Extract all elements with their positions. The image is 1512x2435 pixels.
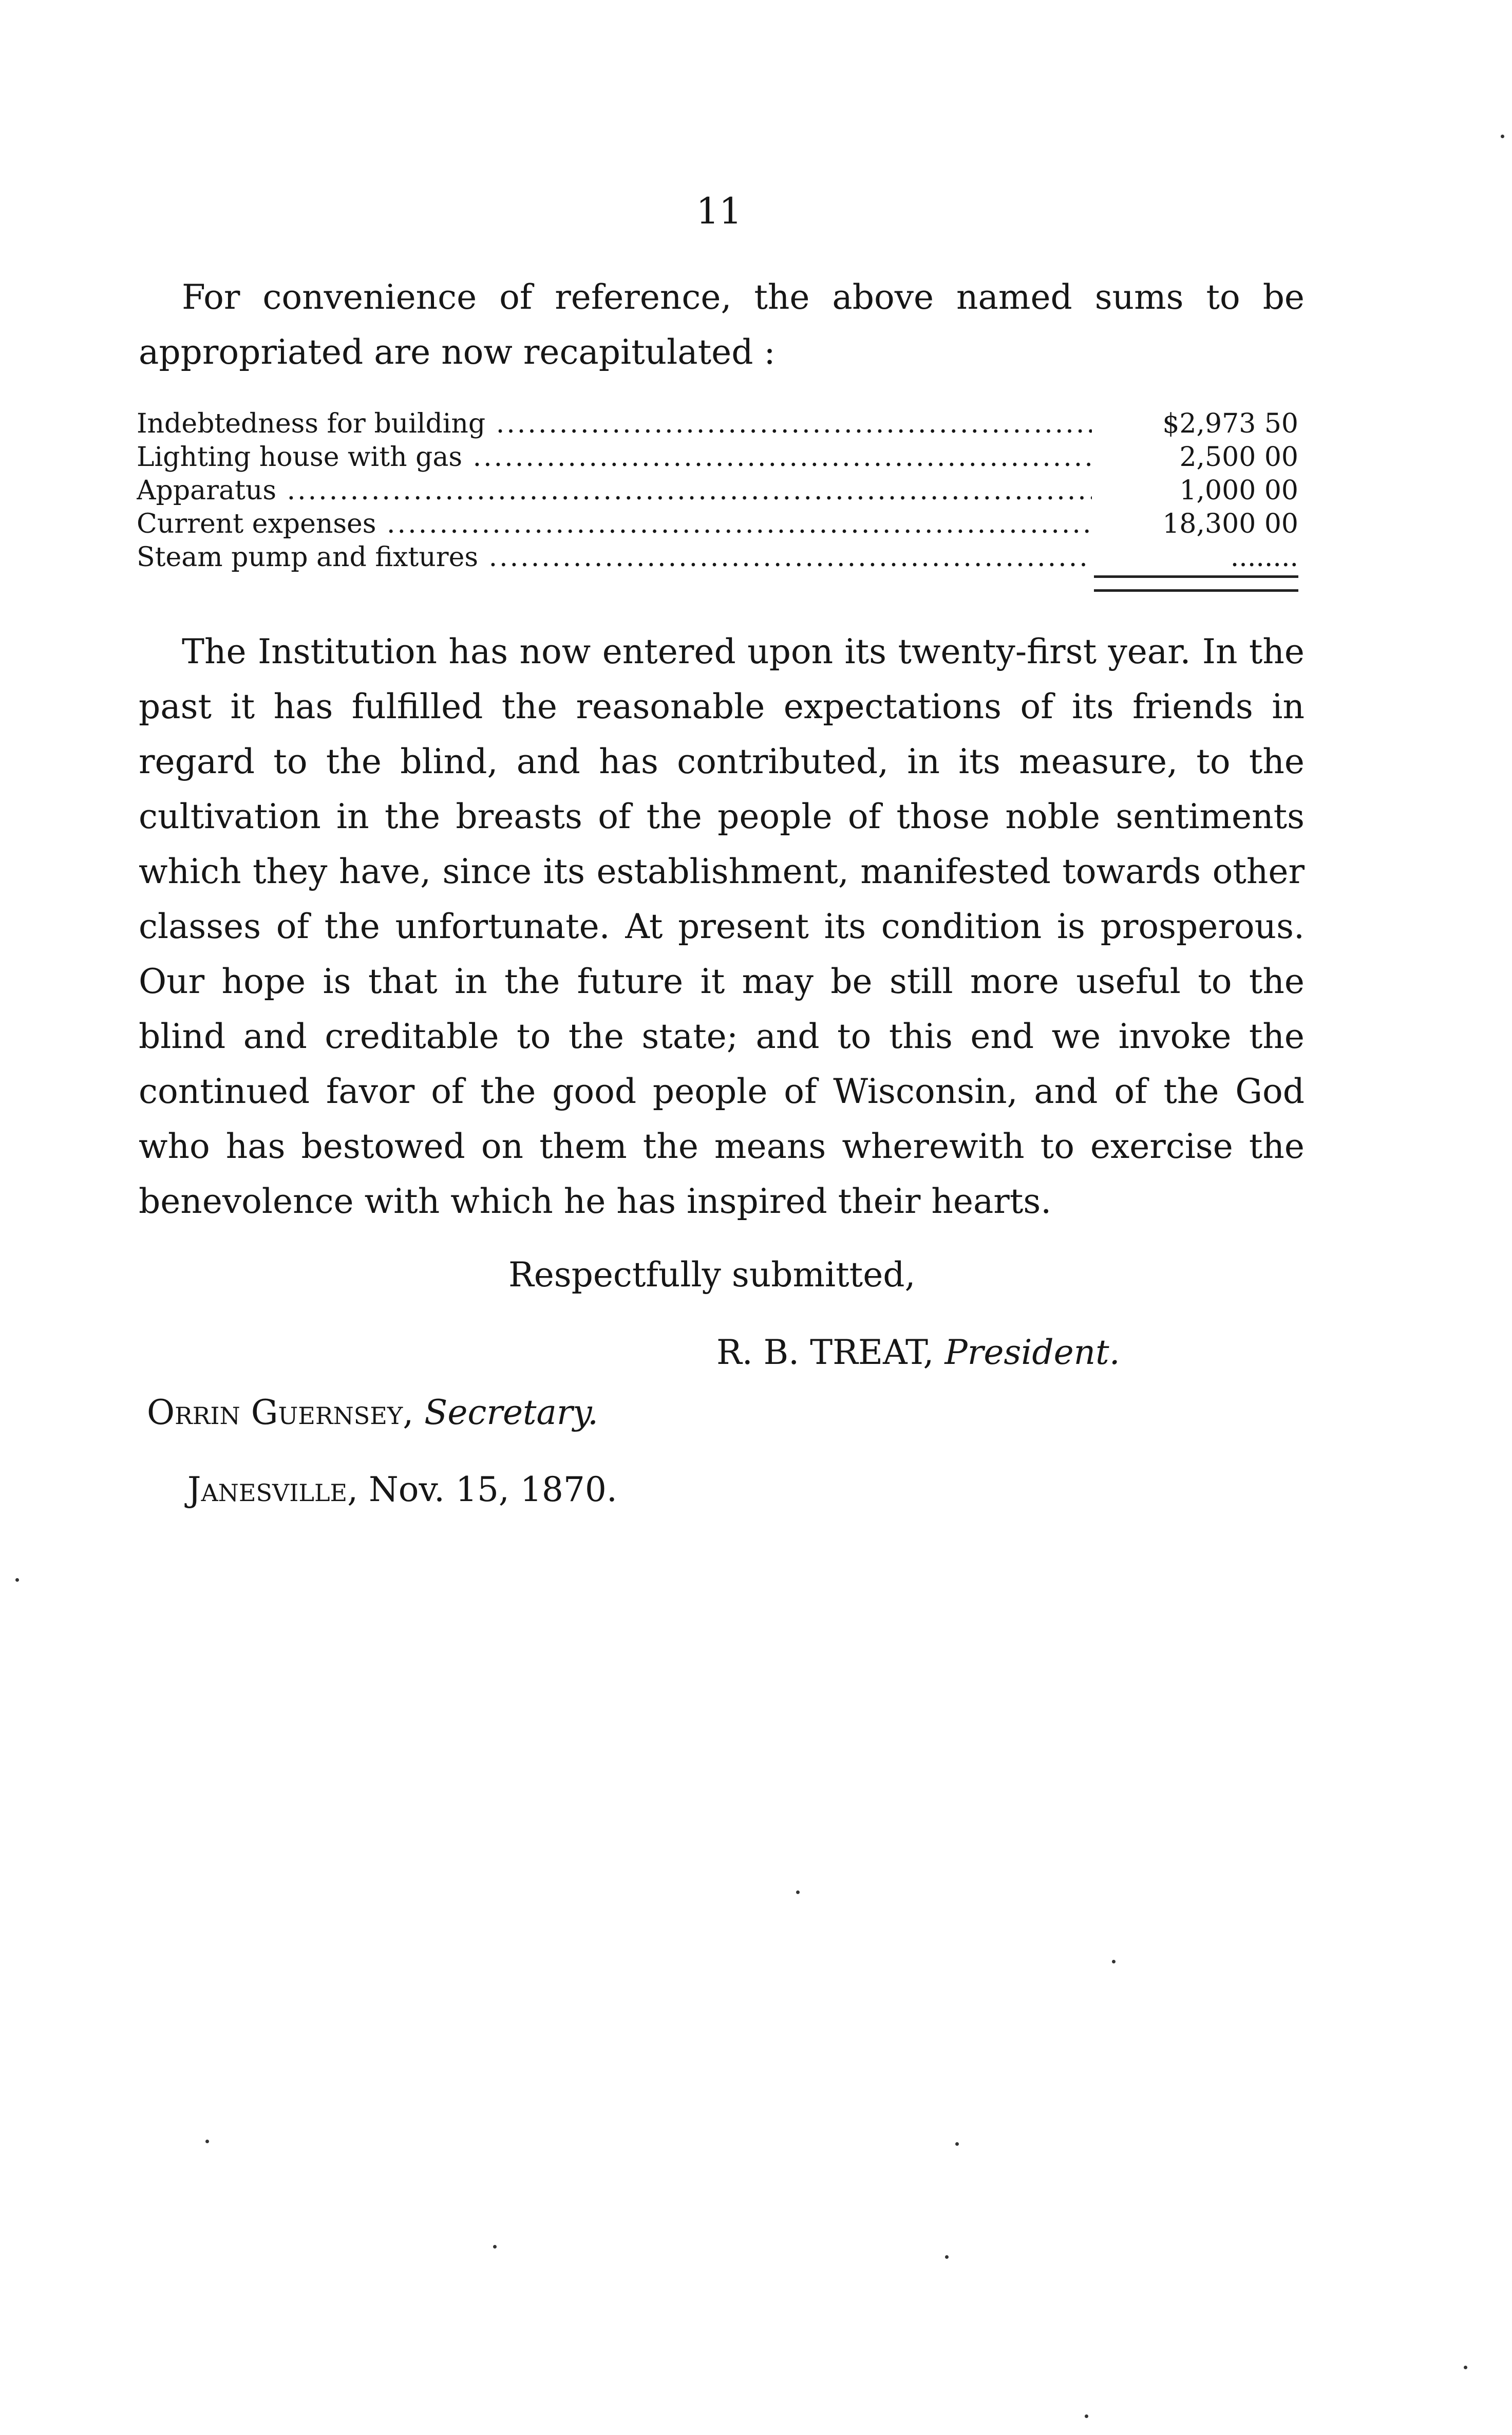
place-date <box>187 1464 617 1515</box>
date: Nov. 15, 1870. <box>369 1470 617 1509</box>
secretary-name: Orrin Guernsey, <box>147 1393 414 1432</box>
appropriations-ledger <box>137 407 1298 574</box>
scan-speck <box>1085 2414 1088 2418</box>
scan-speck <box>796 1890 800 1894</box>
signatory-title: President. <box>944 1333 1120 1372</box>
scan-speck <box>1112 1960 1116 1963</box>
scan-speck <box>1501 135 1504 138</box>
signatory-name: R. B. TREAT, <box>716 1333 934 1372</box>
ledger-amount: 1,000 00 <box>1179 475 1298 506</box>
secretary-signature <box>147 1387 598 1438</box>
ledger-amount: ........ <box>1230 542 1298 573</box>
president-signature <box>716 1327 1120 1378</box>
page-number: 11 <box>696 190 742 232</box>
scan-speck <box>493 2245 497 2249</box>
scan-speck <box>945 2255 949 2259</box>
secretary-title: Secretary. <box>424 1393 598 1432</box>
ledger-row <box>137 441 1298 474</box>
scan-speck <box>15 1578 19 1582</box>
ledger-label: Lighting house with gas ..... <box>137 441 1092 474</box>
ledger-total-rule <box>1094 575 1298 592</box>
ledger-amount: 2,500 00 <box>1179 442 1298 473</box>
ledger-row <box>137 407 1298 441</box>
ledger-label: Current expenses ..... <box>137 508 1092 541</box>
ledger-label: Indebtedness for building ..... <box>137 407 1092 441</box>
ledger-row <box>137 508 1298 541</box>
intro-text: For convenience of reference, the above named sums to be appropriated are now recapitulated : <box>139 277 1305 372</box>
scan-speck <box>955 2142 959 2146</box>
ledger-label: Apparatus ..... <box>137 474 1092 508</box>
place: Janesville, <box>187 1470 358 1509</box>
closing-line: Respectfully submitted, <box>508 1255 916 1295</box>
ledger-label: Steam pump and fixtures ..... <box>137 541 1092 574</box>
scan-speck <box>205 2140 209 2143</box>
ledger-row <box>137 541 1298 574</box>
ledger-row <box>137 474 1298 508</box>
ledger-amount: 18,300 00 <box>1162 509 1298 539</box>
body-paragraph <box>139 624 1305 1229</box>
intro-paragraph <box>139 270 1305 380</box>
scan-speck <box>1464 2366 1467 2369</box>
body-text: The Institution has now entered upon its twenty-first year. In the past it has fulfilled the reasonable expectations of its friends in regard to the blind, and has contributed, in its measure, to the cultivation in the breasts of the people of those noble sentiments which they have, since its establishment, manifested towards other classes of the unfortunate. At present its condition is prosperous. Our hope is that in the future it may be still more useful to the blind and creditable to the state; and to this end we invoke the continued favor of the good people of Wisconsin, and of the God who has bestowed on them the means wherewith to exercise the benevolence with which he has inspired their hearts. <box>139 632 1305 1221</box>
ledger-amount: $2,973 50 <box>1162 408 1298 439</box>
